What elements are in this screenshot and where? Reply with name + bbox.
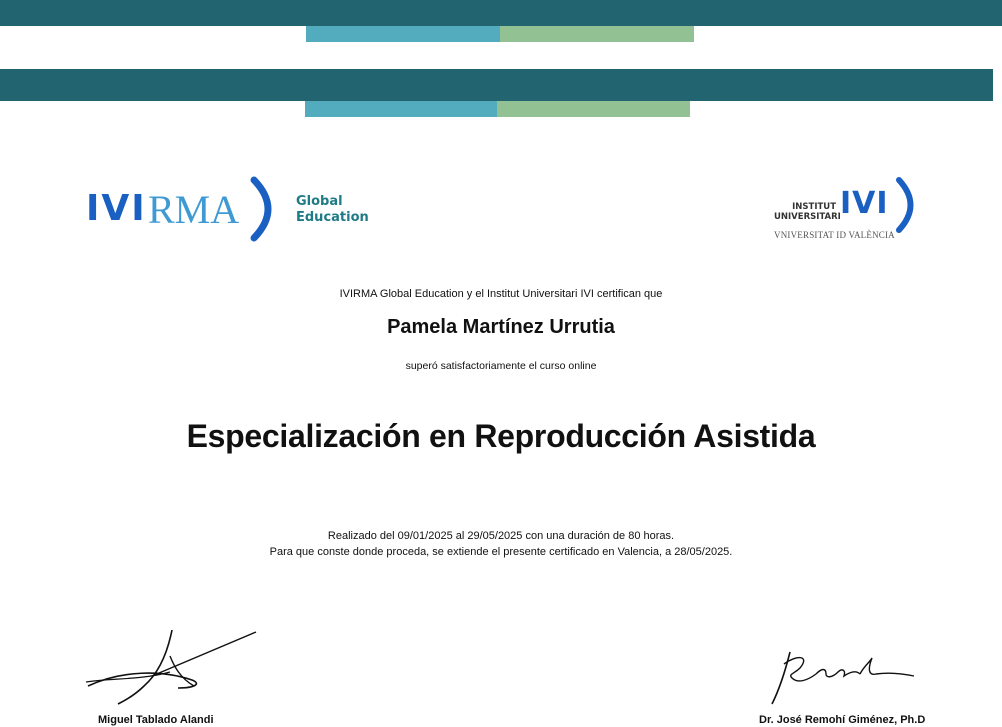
logo-bracket-icon: [248, 176, 288, 242]
signatory-right-name: Dr. José Remohí Giménez, Ph.D: [759, 714, 926, 726]
top-accent-green: [500, 26, 694, 42]
logo-right-bracket-icon: [894, 176, 924, 234]
logo-right-ivi-text: IVI: [840, 186, 889, 221]
course-title: Especialización en Reproducción Asistida: [186, 418, 816, 454]
institut-universitari-ivi-logo: [770, 176, 930, 242]
signature-right-icon: [764, 644, 924, 710]
logo-rma-text: RMA: [148, 187, 240, 232]
second-accent-green: [497, 101, 690, 117]
passed-text: superó satisfactoriamente el curso online: [405, 360, 597, 372]
recipient-name: Pamela Martínez Urrutia: [387, 316, 615, 338]
logo-global-text: Global: [296, 194, 343, 209]
signatory-left-name: Miguel Tablado Alandi: [98, 714, 214, 726]
signature-left-icon: [82, 626, 262, 708]
logo-institut-universitari: [774, 202, 841, 222]
top-band: [0, 0, 1002, 26]
top-accent-teal: [306, 26, 500, 42]
logo-ivi-text: IVI: [86, 188, 147, 229]
logo-education-text: Education: [296, 210, 369, 225]
issue-statement: Para que conste donde proceda, se extiende el presente certificado en Valencia, a 28/05/2025.: [269, 546, 733, 558]
second-accent-teal: [305, 101, 497, 117]
logo-university-text: VNIVERSITAT ID VALÈNCIA: [774, 230, 895, 240]
course-dates: Realizado del 09/01/2025 al 29/05/2025 con una duración de 80 horas.: [327, 530, 675, 542]
logo-institut-text: INSTITUT: [792, 202, 836, 212]
ivirma-global-education-logo: [86, 176, 386, 246]
certify-text: IVIRMA Global Education y el Institut Universitari IVI certifican que: [339, 288, 663, 300]
logo-universitari-text: UNIVERSITARI: [774, 212, 841, 222]
logo-global-education: [296, 194, 369, 226]
second-band: [0, 69, 993, 101]
